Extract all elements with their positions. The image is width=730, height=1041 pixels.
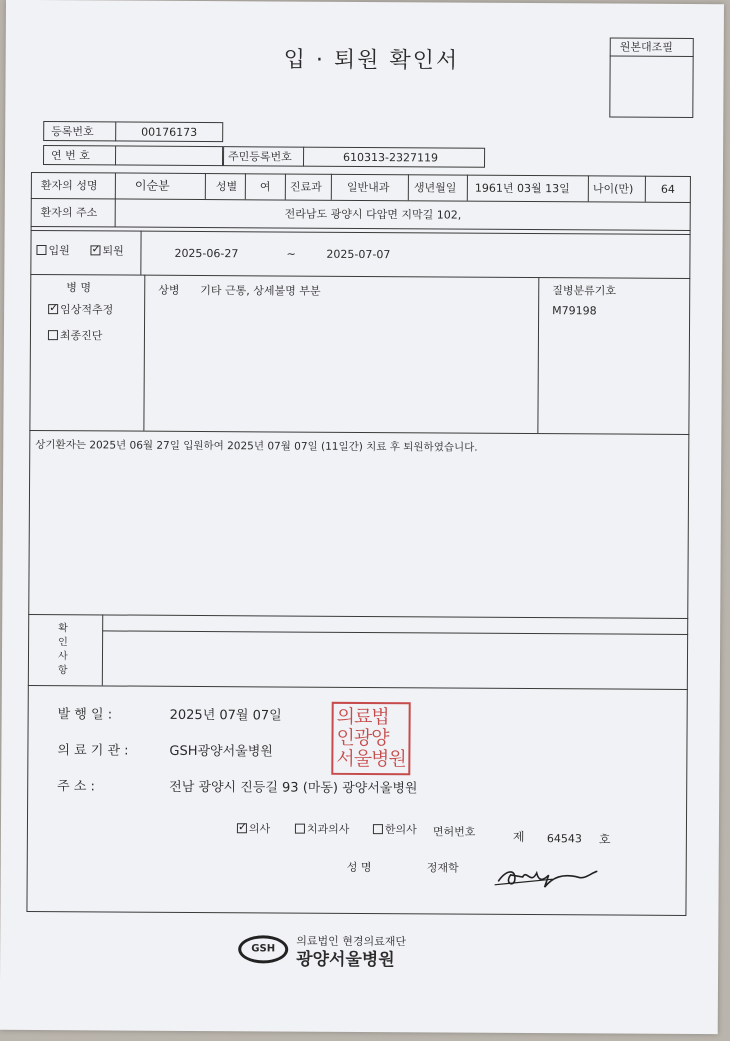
issue-address-label: 주 소 : <box>57 779 96 795</box>
admit-checkbox-label: 입원 <box>36 245 69 256</box>
patient-name-value: 이순분 <box>134 178 170 193</box>
confirm-label-2: 인 <box>58 637 68 649</box>
handwritten-signature <box>493 859 603 896</box>
dentist-checkbox-label: 치과의사 <box>295 824 350 835</box>
gsh-logo: GSH <box>238 935 288 963</box>
age-value: 64 <box>660 182 675 196</box>
diagnosis-header: 병 명 <box>66 281 92 295</box>
original-stamp-label: 원본대조필 <box>619 40 673 54</box>
confirm-label-3: 사 <box>57 651 68 663</box>
final-checkbox <box>48 330 58 340</box>
age-label: 나이(만) <box>592 182 634 196</box>
patient-name-label: 환자의 성명 <box>40 179 98 193</box>
document-title: 입 · 퇴원 확인서 <box>283 47 460 74</box>
issue-date-label: 발 행 일 : <box>57 707 113 723</box>
reg-number-value: 00176173 <box>141 125 198 139</box>
clinical-checkbox <box>48 304 58 314</box>
disease-code-value: M79198 <box>552 304 597 318</box>
doctor-checkbox <box>237 823 247 833</box>
hospital-name: 광양서울병원 <box>296 949 395 971</box>
stay-from-date: 2025-06-27 <box>174 246 239 261</box>
license-label: 면허번호 <box>432 825 476 839</box>
doctor-checkbox-label: ✓의사 <box>237 823 270 834</box>
signer-name: 정재학 <box>426 861 459 875</box>
stay-to-date: 2025-07-07 <box>326 247 391 262</box>
sex-value: 여 <box>259 180 271 194</box>
issue-date-value: 2025년 07월 07일 <box>169 707 282 724</box>
statement-text: 상기환자는 2025년 06월 27일 입원하여 2025년 07월 07일 (11일간) 치료 후 퇴원하였습니다. <box>35 438 478 454</box>
rrn-value: 610313-2327119 <box>343 150 439 165</box>
signer-label: 성 명 <box>346 860 372 875</box>
disease-code-label: 질병분류기호 <box>552 284 617 298</box>
rrn-label: 주민등록번호 <box>228 150 292 164</box>
license-value: 64543 <box>546 832 582 846</box>
foundation-name: 의료법인 현경의료재단 <box>296 934 407 949</box>
discharge-checkbox <box>90 245 100 255</box>
institution-label: 의 료 기 관 : <box>57 743 129 759</box>
dentist-checkbox <box>295 824 305 834</box>
dept-value: 일반내과 <box>346 180 390 195</box>
confirm-label-4: 항 <box>57 665 68 677</box>
confirm-label-1: 확 <box>58 623 68 635</box>
dob-value: 1961년 03월 13일 <box>474 181 570 196</box>
oriental-checkbox <box>373 824 383 834</box>
sex-label: 성별 <box>215 180 238 194</box>
license-prefix: 제 <box>512 829 525 844</box>
institution-value: GSH광양서울병원 <box>169 743 273 760</box>
oriental-checkbox-label: 한의사 <box>373 824 417 835</box>
serial-number-label: 연 번 호 <box>51 149 90 163</box>
discharge-checkbox-label: ✓ 퇴원 <box>90 245 123 256</box>
stay-separator: ~ <box>286 247 296 261</box>
admit-checkbox <box>36 245 46 255</box>
reg-number-label: 등록번호 <box>51 125 94 139</box>
final-checkbox-label: 최종진단 <box>48 330 103 341</box>
issue-address-value: 전남 광양시 진등길 93 (마동) 광양서울병원 <box>169 779 418 797</box>
clinical-checkbox-label: ✓임상적추정 <box>48 304 113 315</box>
address-value: 전라남도 광양시 다압면 지막길 102, <box>284 207 462 222</box>
dept-label: 진료과 <box>289 180 322 194</box>
license-suffix: 호 <box>598 832 611 847</box>
disease-value: 기타 근통, 상세불명 부분 <box>200 283 321 298</box>
hospital-seal: 의료법 인광양 서울병원 <box>331 702 411 775</box>
dob-label: 생년월일 <box>413 181 457 195</box>
address-label: 환자의 주소 <box>40 206 98 220</box>
disease-label: 상병 <box>158 283 180 297</box>
